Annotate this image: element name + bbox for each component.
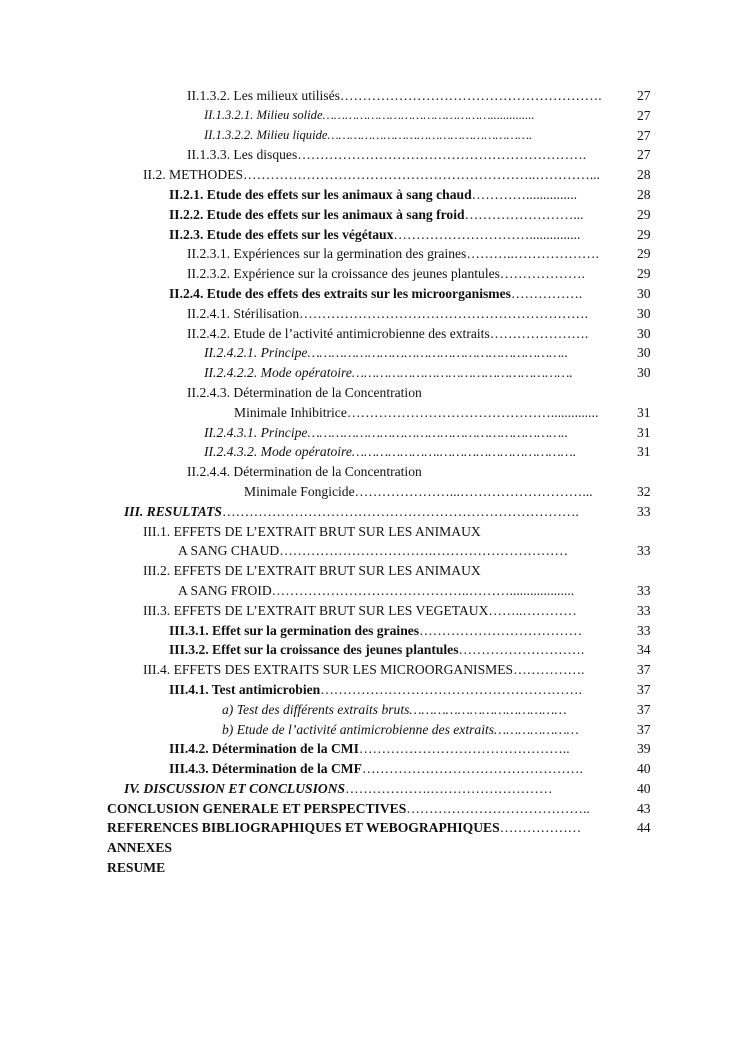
toc-page-number: 30	[637, 345, 651, 361]
toc-entry-text: III.1. EFFETS DE L’EXTRAIT BRUT SUR LES ANIMAUX	[143, 523, 481, 539]
toc-page-number: 33	[637, 543, 651, 559]
toc-page-number: 29	[637, 206, 651, 222]
toc-entry	[0, 185, 745, 205]
toc-entry-text: ANNEXES	[107, 840, 172, 856]
toc-entry-text: III.4.3. Détermination de la CMF	[169, 761, 362, 777]
toc-page-number: 29	[637, 246, 651, 262]
toc-entry	[0, 858, 745, 878]
toc-entry	[0, 502, 745, 522]
toc-entry-text: III.4. EFFETS DES EXTRAITS SUR LES MICROORGANISMES…………….	[143, 662, 585, 678]
toc-page-number: 31	[637, 424, 651, 440]
toc-entry-text: A SANG FROID……………………………………..………...................	[178, 582, 575, 598]
toc-page-number: 43	[637, 800, 651, 816]
toc-entry	[0, 621, 745, 641]
toc-entry	[0, 284, 745, 304]
toc-page-number: 30	[637, 365, 651, 381]
toc-page-number: 29	[637, 266, 651, 282]
toc-entry	[0, 324, 745, 344]
toc-page-number: 37	[637, 662, 651, 678]
toc-leader-dots: …………………………………..	[406, 800, 590, 816]
toc-leader-dots: ………………………………………….	[361, 761, 583, 777]
toc-entry	[0, 700, 745, 720]
toc-page-number: 31	[637, 444, 651, 460]
toc-page-number: 44	[637, 820, 651, 836]
toc-entry	[0, 759, 745, 779]
toc-entry	[0, 126, 745, 146]
toc-entry-text: II.2.4.2.1. Principe………………………………………………………..	[204, 345, 569, 361]
toc-entry-text: II.2.4.3.1. Principe………………………………………………………..	[204, 424, 569, 440]
toc-entry-text: b) Etude de l’activité antimicrobienne des extraits…………………	[222, 721, 579, 737]
toc-entry	[0, 660, 745, 680]
toc-entry	[0, 205, 745, 225]
toc-entry-text: III.4.1. Test antimicrobien	[169, 681, 321, 697]
toc-entry	[0, 522, 745, 542]
toc-entry-text: II.2.4.4. Détermination de la Concentration	[187, 464, 422, 480]
toc-entry-text: III.3. EFFETS DE L’EXTRAIT BRUT SUR LES VEGETAUX……..…………	[143, 602, 577, 618]
toc-entry	[0, 541, 745, 561]
toc-page-number: 30	[637, 305, 651, 321]
toc-entry	[0, 640, 745, 660]
toc-entry	[0, 442, 745, 462]
toc-page-number: 39	[637, 741, 651, 757]
toc-leader-dots: …………………………...............	[393, 226, 581, 242]
toc-entry-text: II.2.4.2.2. Mode opératoire……………………………………………….	[204, 365, 573, 381]
toc-leader-dots: ……………….………………………	[345, 780, 553, 796]
toc-entry	[0, 383, 745, 403]
toc-leader-dots: ………………………………	[419, 622, 583, 638]
toc-entry	[0, 601, 745, 621]
toc-page-number: 37	[637, 721, 651, 737]
toc-entry-text: II.2. METHODES………………………………………………………..…………...	[143, 167, 600, 183]
toc-page-number: 27	[637, 147, 651, 163]
toc-leader-dots: ……………………...	[464, 206, 584, 222]
toc-entry-text: REFERENCES BIBLIOGRAPHIQUES ET WEBOGRAPHIQUES	[107, 820, 500, 836]
toc-entry-text: II.2.4. Etude des effets des extraits sur les microorganismes	[169, 285, 511, 301]
toc-entry-text: III. RESULTATS	[124, 503, 222, 519]
toc-entry	[0, 779, 745, 799]
toc-entry	[0, 145, 745, 165]
toc-page-number: 32	[637, 483, 651, 499]
toc-entry-text: III.3.1. Effet sur la germination des graines	[169, 622, 420, 638]
toc-page-number: 37	[637, 701, 651, 717]
toc-entry	[0, 462, 745, 482]
toc-entry-text: II.2.4.3. Détermination de la Concentration	[187, 384, 422, 400]
toc-entry	[0, 581, 745, 601]
toc-page-number: 29	[637, 226, 651, 242]
toc-leader-dots: ………………………………………………….	[320, 681, 582, 697]
toc-page-number: 30	[637, 285, 651, 301]
toc-entry	[0, 403, 745, 423]
toc-entry-text: II.1.3.3. Les disques……………………………………………………….	[187, 147, 587, 163]
toc-page-number: 33	[637, 622, 651, 638]
toc-page-number: 33	[637, 503, 651, 519]
toc-entry	[0, 244, 745, 264]
toc-entry	[0, 86, 745, 106]
toc-entry	[0, 838, 745, 858]
toc-entry-text: II.2.3. Etude des effets sur les végétaux	[169, 226, 394, 242]
toc-leader-dots: …………...............	[471, 186, 577, 202]
toc-leader-dots: …………….	[510, 285, 583, 301]
toc-entry-text: II.2.3.1. Expériences sur la germination des graines………..……………….	[187, 246, 599, 262]
toc-page-number: 37	[637, 681, 651, 697]
toc-entry-text: CONCLUSION GENERALE ET PERSPECTIVES	[107, 800, 407, 816]
toc-entry	[0, 423, 745, 443]
toc-entry-text: II.2.2. Etude des effets sur les animaux à sang froid	[169, 206, 465, 222]
toc-entry-text: II.2.4.2. Etude de l’activité antimicrobienne des extraits………………….	[187, 325, 589, 341]
toc-entry-text: III.2. EFFETS DE L’EXTRAIT BRUT SUR LES ANIMAUX	[143, 563, 481, 579]
toc-page-number: 40	[637, 761, 651, 777]
toc-entry-text: a) Test des différents extraits bruts…………………………………	[222, 701, 567, 717]
toc-entry-text: II.2.4.1. Stérilisation……………………………………………………….	[187, 305, 589, 321]
toc-leader-dots: …………………………………………………………………….	[221, 503, 579, 519]
toc-entry	[0, 561, 745, 581]
toc-page-number: 33	[637, 582, 651, 598]
toc-entry-text: RESUME	[107, 860, 166, 876]
toc-entry	[0, 482, 745, 502]
toc-leader-dots: ………………………………………..	[358, 741, 570, 757]
toc-page-number: 28	[637, 186, 651, 202]
toc-page-number: 27	[637, 127, 651, 143]
toc-entry	[0, 165, 745, 185]
toc-page-number: 27	[637, 88, 651, 103]
toc-entry	[0, 818, 745, 838]
toc-entry-text: Minimale Fongicide…………………...………………………...	[244, 483, 593, 499]
toc-entry-text: IV. DISCUSSION ET CONCLUSIONS	[124, 780, 346, 796]
toc-entry-text: III.3.2. Effet sur la croissance des jeunes plantules	[169, 642, 459, 658]
toc-entry-text: II.2.3.2. Expérience sur la croissance des jeunes plantules……………….	[187, 266, 585, 282]
toc-page-number: 34	[637, 642, 651, 658]
toc-entry	[0, 264, 745, 284]
toc-entry-text: II.1.3.2.1. Milieu solide………………………………………..............	[204, 107, 535, 122]
toc-page-number: 31	[637, 404, 651, 420]
toc-leader-dots: ……………………….	[458, 642, 585, 658]
toc-page-number: 33	[637, 602, 651, 618]
table-of-contents	[0, 86, 745, 878]
toc-entry-text: III.4.2. Détermination de la CMI	[169, 741, 359, 757]
toc-entry-text: II.2.4.3.2. Mode opératoire………………….…………………………….	[204, 444, 577, 460]
toc-entry	[0, 799, 745, 819]
toc-entry-text: II.2.1. Etude des effets sur les animaux à sang chaud	[169, 186, 472, 202]
toc-entry-text: Minimale Inhibitrice………………………………………..............	[234, 404, 599, 420]
toc-entry	[0, 343, 745, 363]
toc-entry	[0, 680, 745, 700]
toc-page-number: 40	[637, 780, 651, 796]
toc-entry-text: II.1.3.2.2. Milieu liquide……………………………………………….	[204, 127, 533, 142]
toc-entry-text: II.1.3.2. Les milieux utilisés………………………………………………….	[187, 88, 602, 103]
toc-page-number: 27	[637, 107, 651, 123]
toc-page-number: 28	[637, 167, 651, 183]
toc-entry	[0, 739, 745, 759]
toc-entry	[0, 363, 745, 383]
toc-entry-text: A SANG CHAUD…………………………….…………………………	[178, 543, 569, 559]
toc-entry	[0, 106, 745, 126]
toc-entry	[0, 720, 745, 740]
toc-leader-dots: ………………	[499, 820, 582, 836]
toc-page-number: 30	[637, 325, 651, 341]
toc-entry	[0, 304, 745, 324]
toc-entry	[0, 225, 745, 245]
